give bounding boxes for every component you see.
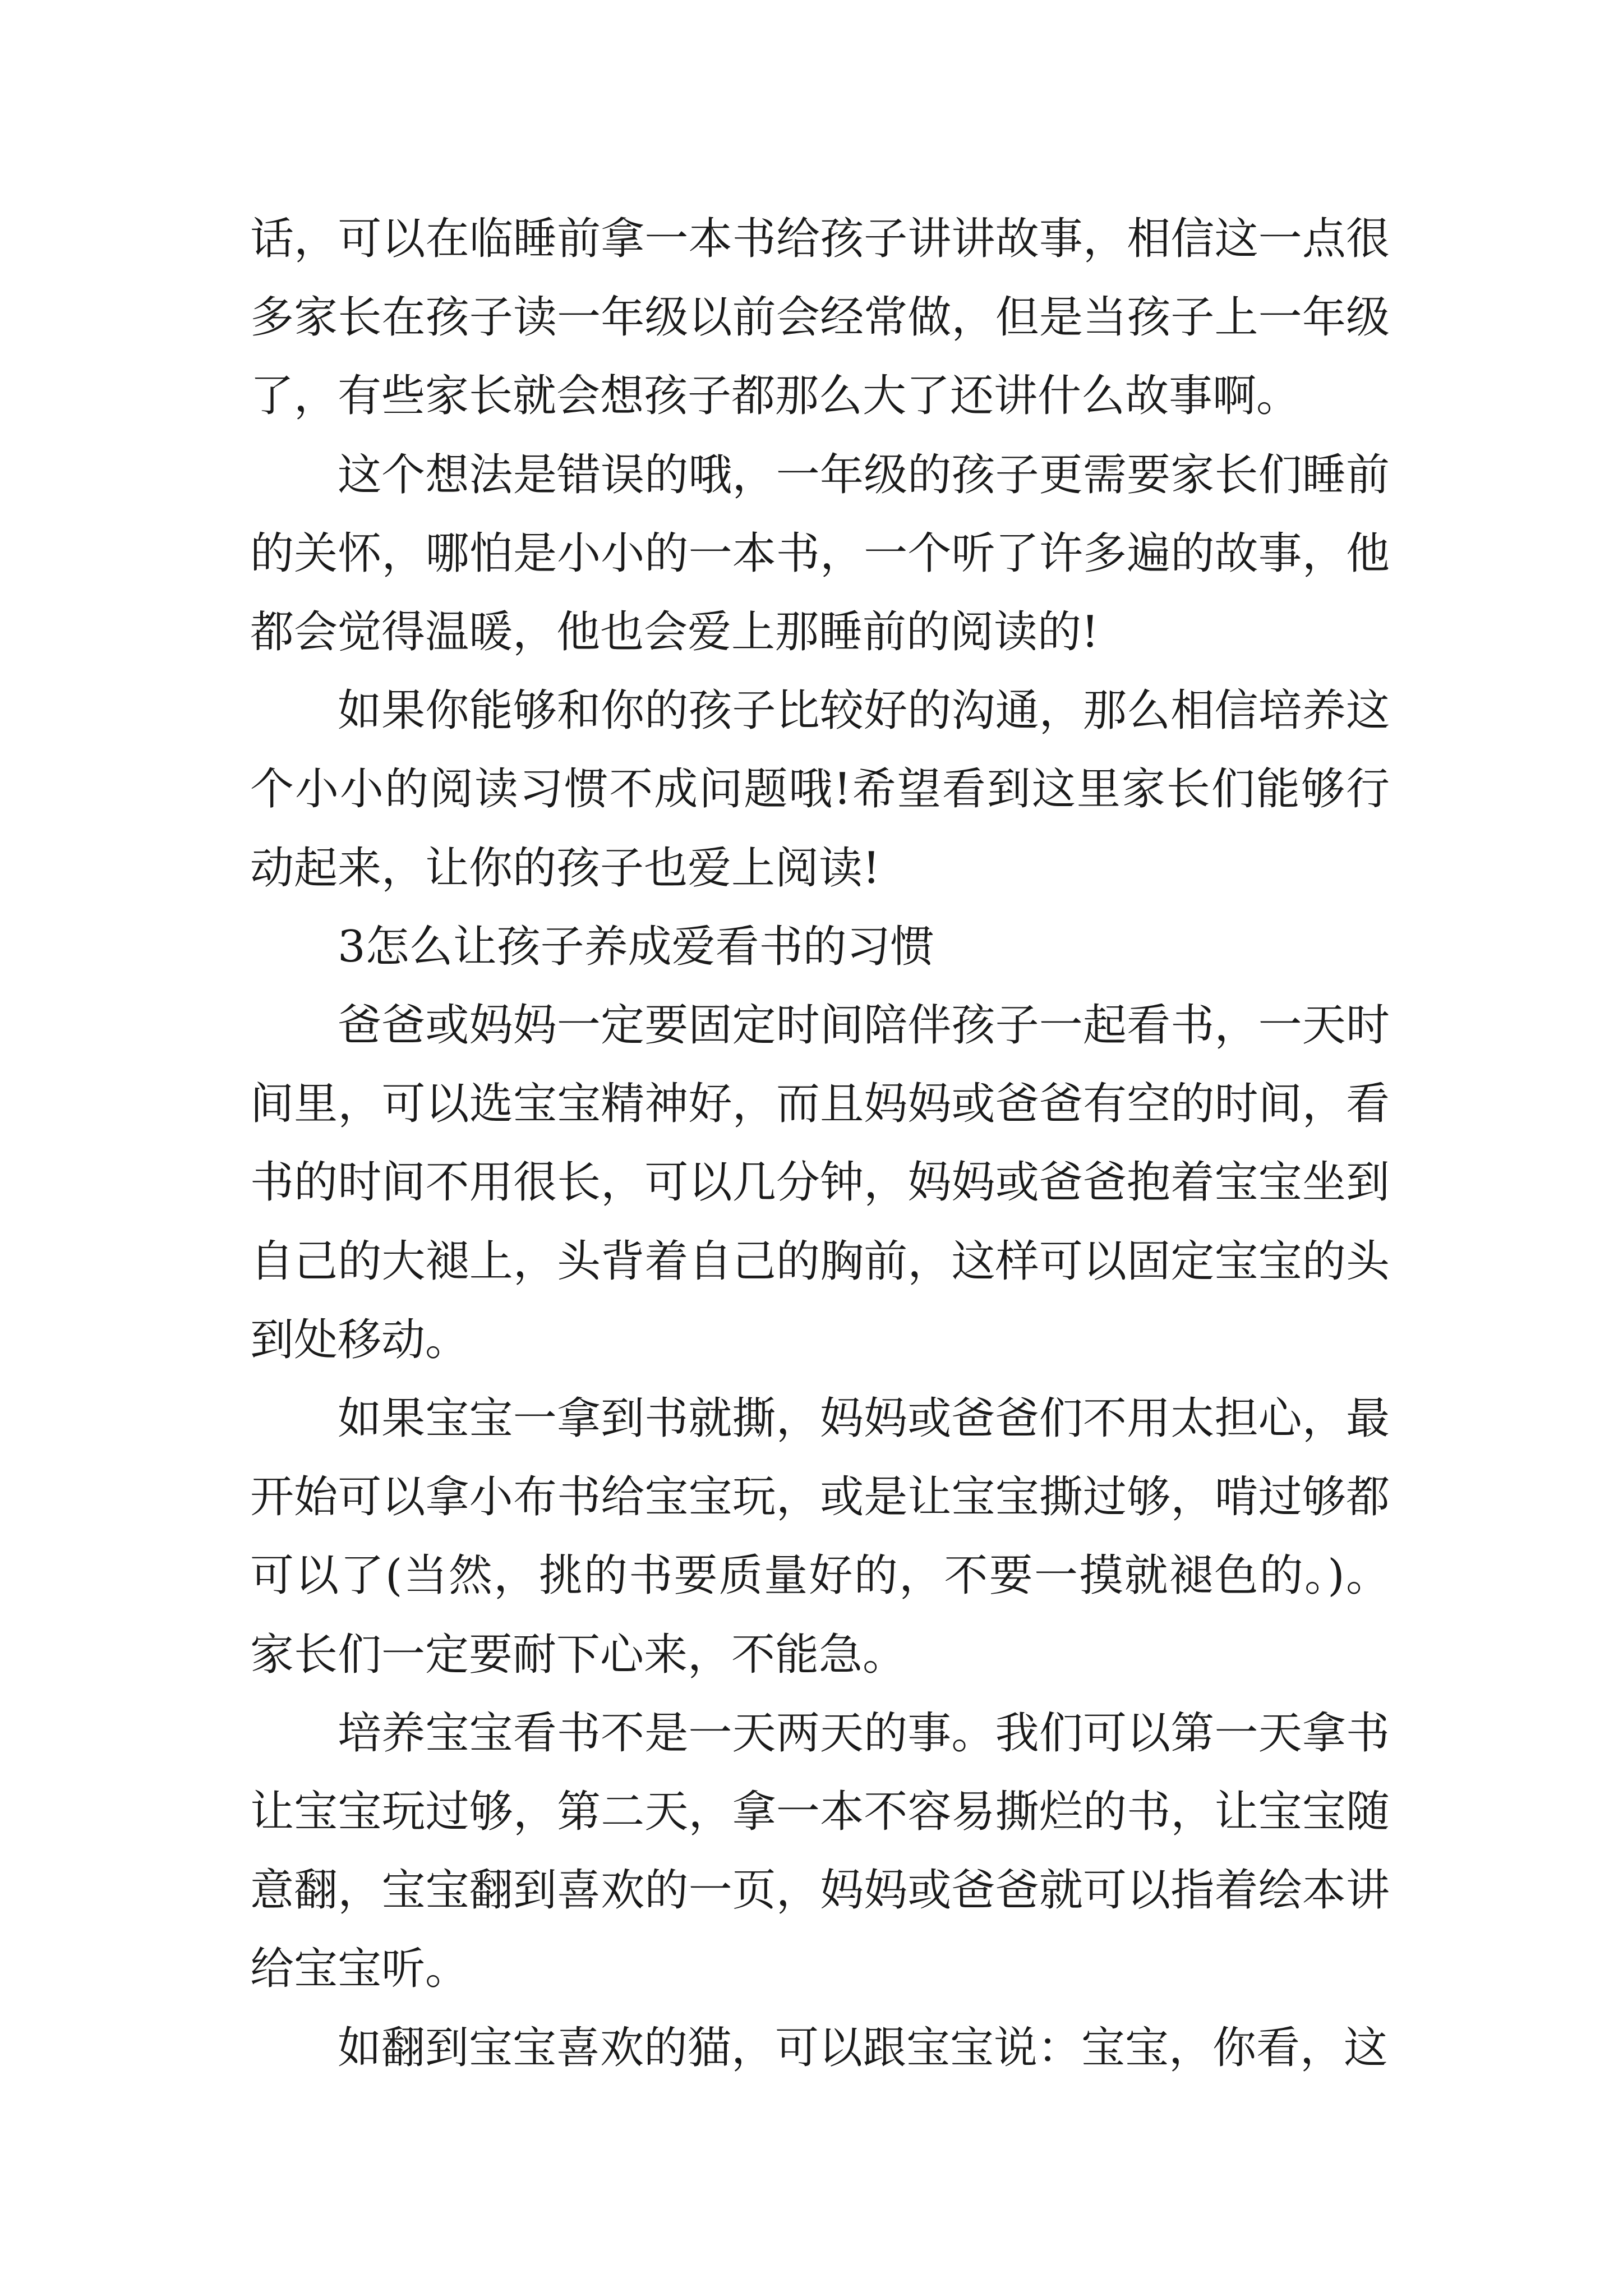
paragraph-continued: 话，可以在临睡前拿一本书给孩子讲讲故事，相信这一点很多家长在孩子读一年级以前会经常做，但是当孩子上一年级了，有些家长就会想孩子都那么大了还讲什么故事啊。 bbox=[250, 214, 1390, 422]
paragraph: 如果宝宝一拿到书就撕，妈妈或爸爸们不用太担心，最开始可以拿小布书给宝宝玩，或是让宝宝撕过够，啃过够都可以了(当然，挑的书要质量好的，不要一摸就褪色的。)。家长们一定要耐下心来，不能急。 bbox=[250, 1393, 1390, 1680]
paragraph: 这个想法是错误的哦，一年级的孩子更需要家长们睡前的关怀，哪怕是小小的一本书，一个听了许多遍的故事，他都会觉得温暖，他也会爱上那睡前的阅读的! bbox=[250, 449, 1390, 658]
document-page bbox=[250, 200, 1390, 2087]
paragraph: 如果你能够和你的孩子比较好的沟通，那么相信培养这个小小的阅读习惯不成问题哦!希望看到这里家长们能够行动起来，让你的孩子也爱上阅读! bbox=[250, 685, 1390, 894]
paragraph: 如翻到宝宝喜欢的猫，可以跟宝宝说：宝宝，你看，这 bbox=[338, 2022, 1388, 2073]
section-heading: 3怎么让孩子养成爱看书的习惯 bbox=[338, 921, 934, 972]
paragraph: 培养宝宝看书不是一天两天的事。我们可以第一天拿书让宝宝玩过够，第二天，拿一本不容易撕烂的书，让宝宝随意翻，宝宝翻到喜欢的一页，妈妈或爸爸就可以指着绘本讲给宝宝听。 bbox=[250, 1708, 1390, 1995]
paragraph: 爸爸或妈妈一定要固定时间陪伴孩子一起看书，一天时间里，可以选宝宝精神好，而且妈妈或爸爸有空的时间，看书的时间不用很长，可以几分钟，妈妈或爸爸抱着宝宝坐到自己的大褪上，头背着自己的胸前，这样可以固定宝宝的头到处移动。 bbox=[250, 1000, 1390, 1365]
